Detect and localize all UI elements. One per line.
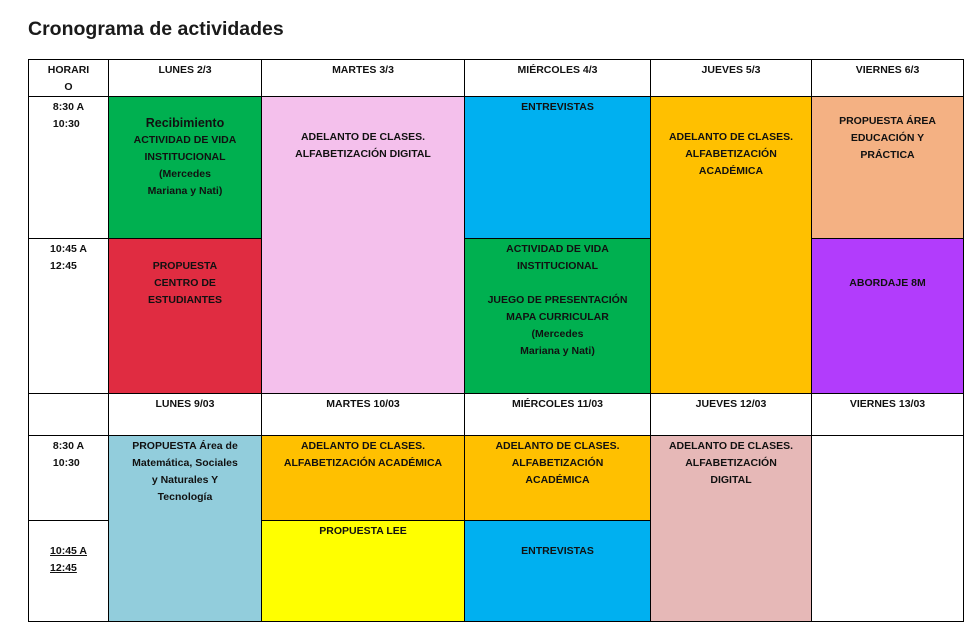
activity-martes-alfabetizacion-academica: ADELANTO DE CLASES. ALFABETIZACIÓN ACADÉMICA bbox=[262, 436, 465, 521]
activity-miercoles-entrevistas-week2: ENTREVISTAS bbox=[465, 521, 651, 622]
time-slot-8-30: 8:30 A 10:30 bbox=[29, 97, 109, 239]
day-header-miercoles-4-3: MIÉRCOLES 4/3 bbox=[465, 60, 651, 97]
activity-martes-propuesta-lee: PROPUESTA LEE bbox=[262, 521, 465, 622]
week2-slot1-row bbox=[29, 436, 964, 521]
time-slot-8-30-week2: 8:30 A 10:30 bbox=[29, 436, 109, 521]
week2-header-row bbox=[29, 394, 964, 436]
time-slot-10-45: 10:45 A 12:45 bbox=[29, 239, 109, 394]
day-header-martes-10-03: MARTES 10/03 bbox=[262, 394, 465, 436]
activity-lunes-recibimiento: Recibimiento ACTIVIDAD DE VIDA INSTITUCIONAL (Mercedes Mariana y Nati) bbox=[109, 97, 262, 239]
activity-jueves-alfabetizacion-academica: ADELANTO DE CLASES. ALFABETIZACIÓN ACADÉMICA bbox=[651, 97, 812, 394]
day-header-miercoles-11-03: MIÉRCOLES 11/03 bbox=[465, 394, 651, 436]
activity-jueves-alfabetizacion-digital: ADELANTO DE CLASES. ALFABETIZACIÓN DIGITAL bbox=[651, 436, 812, 622]
activity-title: Recibimiento bbox=[145, 116, 225, 130]
day-header-viernes-13-03: VIERNES 13/03 bbox=[812, 394, 964, 436]
day-header-viernes-6-3: VIERNES 6/3 bbox=[812, 60, 964, 97]
activity-viernes-abordaje-8m: ABORDAJE 8M bbox=[812, 239, 964, 394]
week1-slot1-row bbox=[29, 97, 964, 239]
activity-viernes-educacion-practica: PROPUESTA ÁREA EDUCACIÓN Y PRÁCTICA bbox=[812, 97, 964, 239]
day-header-jueves-5-3: JUEVES 5/3 bbox=[651, 60, 812, 97]
horario-header-empty bbox=[29, 394, 109, 436]
activity-lunes-area-matematica: PROPUESTA Área de Matemática, Sociales y Naturales Y Tecnología bbox=[109, 436, 262, 622]
week1-slot2-row bbox=[29, 239, 964, 394]
page-title: Cronograma de actividades bbox=[28, 18, 284, 40]
activity-viernes-empty bbox=[812, 436, 964, 622]
week1-header-row bbox=[29, 60, 964, 97]
time-slot-10-45-week2: 10:45 A 12:45 bbox=[29, 521, 109, 622]
activity-miercoles-alfabetizacion-academica: ADELANTO DE CLASES. ALFABETIZACIÓN ACADÉMICA bbox=[465, 436, 651, 521]
activity-lunes-centro-estudiantes: PROPUESTA CENTRO DE ESTUDIANTES bbox=[109, 239, 262, 394]
horario-header: HORARI O bbox=[29, 60, 109, 97]
schedule-table bbox=[28, 59, 964, 622]
activity-miercoles-entrevistas: ENTREVISTAS bbox=[465, 97, 651, 239]
day-header-lunes-9-03: LUNES 9/03 bbox=[109, 394, 262, 436]
activity-martes-alfabetizacion-digital: ADELANTO DE CLASES. ALFABETIZACIÓN DIGITAL bbox=[262, 97, 465, 394]
day-header-lunes-2-3: LUNES 2/3 bbox=[109, 60, 262, 97]
day-header-martes-3-3: MARTES 3/3 bbox=[262, 60, 465, 97]
day-header-jueves-12-03: JUEVES 12/03 bbox=[651, 394, 812, 436]
activity-miercoles-vida-institucional: ACTIVIDAD DE VIDA INSTITUCIONAL JUEGO DE PRESENTACIÓN MAPA CURRICULAR (Mercedes Mariana y Nati) bbox=[465, 239, 651, 394]
